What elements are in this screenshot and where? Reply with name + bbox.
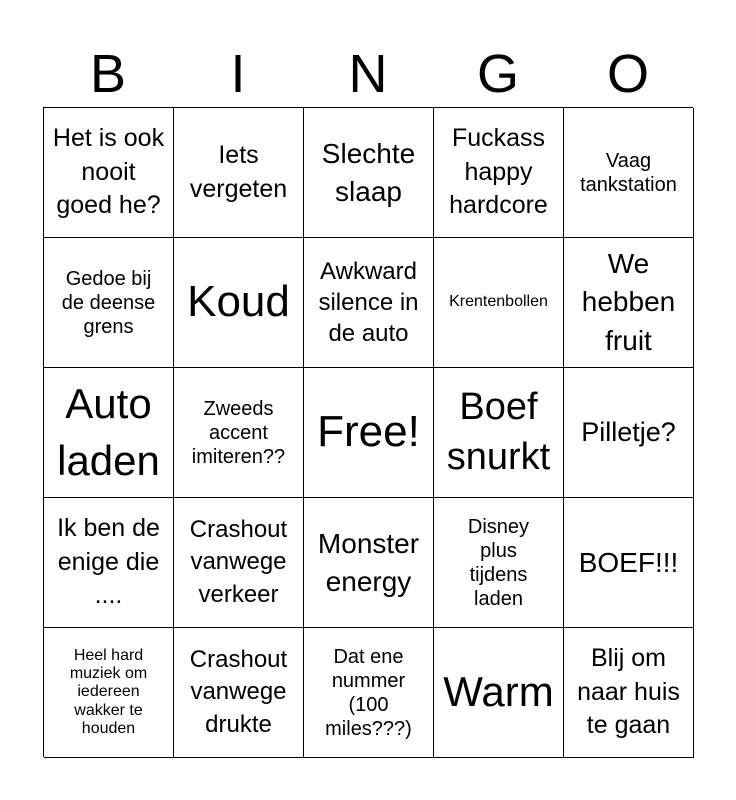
- bingo-cell[interactable]: [304, 498, 434, 628]
- cell-text: Zweeds accent imiteren??: [191, 397, 286, 468]
- bingo-cell[interactable]: [434, 628, 564, 758]
- header-letter-g: G: [476, 44, 519, 104]
- cell-text: Slechte slaap: [321, 138, 416, 207]
- cell-text: Ik ben de enige die ....: [57, 513, 160, 610]
- bingo-cell[interactable]: [44, 108, 174, 238]
- cell-text: Krentenbollen: [449, 293, 548, 311]
- cell-text: Koud: [187, 277, 290, 327]
- bingo-cell[interactable]: [174, 498, 304, 628]
- bingo-cell[interactable]: [564, 238, 694, 368]
- cell-text: Vaag tankstation: [580, 149, 677, 196]
- cell-text: Awkward silence in de auto: [318, 257, 419, 348]
- bingo-cell[interactable]: [304, 368, 434, 498]
- bingo-cell[interactable]: [304, 238, 434, 368]
- bingo-cell[interactable]: [44, 238, 174, 368]
- cell-text: Monster energy: [317, 527, 420, 597]
- bingo-header: [43, 40, 693, 108]
- cell-text: Crashout vanwege verkeer: [189, 515, 288, 608]
- bingo-cell[interactable]: [44, 498, 174, 628]
- cell-text: Het is ook nooit goed he?: [52, 123, 165, 220]
- bingo-cell[interactable]: [174, 238, 304, 368]
- header-letter-b: B: [89, 44, 127, 104]
- bingo-cell[interactable]: [434, 498, 564, 628]
- bingo-cell[interactable]: [44, 628, 174, 758]
- bingo-cell[interactable]: [564, 498, 694, 628]
- bingo-cell[interactable]: [434, 108, 564, 238]
- cell-text: Fuckass happy hardcore: [449, 123, 548, 220]
- bingo-cell[interactable]: [174, 368, 304, 498]
- cell-text: Blij om naar huis te gaan: [577, 643, 680, 740]
- bingo-cell[interactable]: [434, 238, 564, 368]
- cell-text: Boef snurkt: [446, 386, 551, 478]
- bingo-board: [43, 107, 693, 757]
- cell-text: We hebben fruit: [581, 247, 676, 356]
- bingo-cell[interactable]: [564, 628, 694, 758]
- bingo-cell[interactable]: [434, 368, 564, 498]
- bingo-cell[interactable]: [44, 368, 174, 498]
- cell-text: Free!: [317, 407, 420, 457]
- bingo-cell[interactable]: [174, 628, 304, 758]
- bingo-cell[interactable]: [304, 108, 434, 238]
- bingo-cell[interactable]: [564, 108, 694, 238]
- cell-text: Gedoe bij de deense grens: [61, 267, 156, 338]
- cell-text: Dat ene nummer (100 miles???): [325, 645, 412, 740]
- bingo-cell[interactable]: [304, 628, 434, 758]
- cell-text: Auto laden: [57, 379, 160, 484]
- bingo-cell[interactable]: [174, 108, 304, 238]
- cell-text: Crashout vanwege drukte: [189, 645, 288, 738]
- header-letter-o: O: [606, 44, 649, 104]
- cell-text: Warm: [443, 668, 554, 716]
- cell-text: Heel hard muziek om iedereen wakker te houden: [69, 646, 148, 738]
- cell-text: BOEF!!!: [578, 546, 679, 578]
- header-letter-i: I: [230, 44, 246, 104]
- cell-text: Iets vergeten: [189, 140, 288, 203]
- bingo-cell[interactable]: [564, 368, 694, 498]
- header-letter-n: N: [348, 44, 388, 104]
- cell-text: Pilletje?: [581, 416, 676, 447]
- cell-text: Disney plus tijdens laden: [467, 515, 530, 610]
